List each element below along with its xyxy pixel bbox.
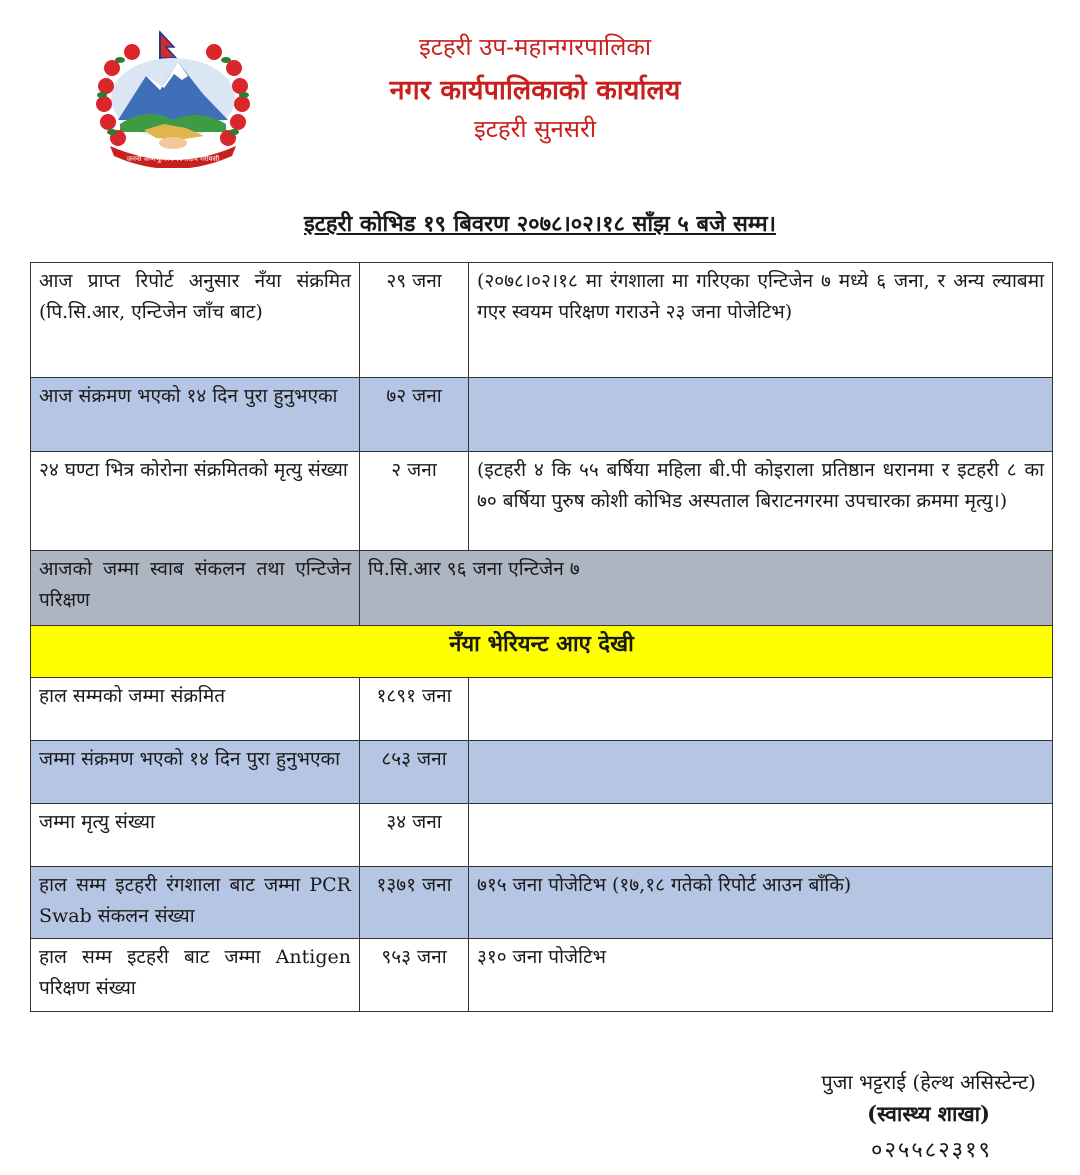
table-row (31, 551, 1053, 626)
row-detail: पि.सि.आर ९६ जना एन्टिजेन ७ (360, 551, 1053, 626)
signatory-department: (स्वास्थ्य शाखा) (867, 1101, 990, 1126)
section-heading-row (31, 626, 1053, 678)
row-count: ९५३ जना (360, 939, 469, 1012)
handshake-icon (159, 137, 187, 149)
row-count: १८९१ जना (360, 678, 469, 741)
row-label: हाल सम्म इटहरी रंगशाला बाट जम्मा PCR Swab संकलन संख्या (31, 867, 360, 939)
row-remark: (इटहरी ४ कि ५५ बर्षिया महिला बी.पी कोइराला प्रतिष्ठान धरानमा र इटहरी ८ का ७० बर्षिया पुरुष कोशी कोभिड अस्पताल बिराटनगरमा उपचारका क्रममा मृत्यु।) (469, 452, 1053, 551)
row-label: जम्मा संक्रमण भएको १४ दिन पुरा हुनुभएका (31, 741, 360, 804)
office-location: इटहरी सुनसरी (473, 115, 597, 143)
row-remark (469, 741, 1053, 804)
row-label: जम्मा मृत्यु संख्या (31, 804, 360, 867)
row-count: ३४ जना (360, 804, 469, 867)
row-label: आजको जम्मा स्वाब संकलन तथा एन्टिजेन परिक्षण (31, 551, 360, 626)
table-row (31, 939, 1053, 1012)
row-remark: ३१० जना पोजेटिभ (469, 939, 1053, 1012)
row-label: २४ घण्टा भित्र कोरोना संक्रमितको मृत्यु संख्या (31, 452, 360, 551)
row-remark (469, 378, 1053, 452)
row-remark (469, 678, 1053, 741)
signatory-name: पुजा भट्टराई (हेल्थ असिस्टेन्ट) (821, 1070, 1036, 1094)
report-title: इटहरी कोभिड १९ बिवरण २०७८।०२।१८ साँझ ५ बजे सम्म। (303, 211, 776, 237)
table-row (31, 741, 1053, 804)
signatory-phone: ०२५५८२३१९ (871, 1138, 992, 1163)
row-count: १३७१ जना (360, 867, 469, 939)
row-label: आज प्राप्त रिपोर्ट अनुसार नँया संक्रमित (पि.सि.आर, एन्टिजेन जाँच बाट) (31, 263, 360, 378)
row-label: हाल सम्म इटहरी बाट जम्मा Antigen परिक्षण संख्या (31, 939, 360, 1012)
motto-text: जननी जन्मभूमिश्च स्वर्गादपि गरीयसी (126, 155, 220, 163)
table-row (31, 378, 1053, 452)
nepal-emblem (78, 28, 268, 168)
table-row (31, 804, 1053, 867)
row-remark (469, 804, 1053, 867)
row-label: हाल सम्मको जम्मा संक्रमित (31, 678, 360, 741)
row-count: ८५३ जना (360, 741, 469, 804)
office-name: इटहरी उप-महानगरपालिका (418, 33, 652, 61)
flag-icon (160, 32, 176, 58)
row-remark: ७१५ जना पोजेटिभ (१७,१८ गतेको रिपोर्ट आउन बाँकि) (469, 867, 1053, 939)
row-count: २ जना (360, 452, 469, 551)
section-heading: नँया भेरियन्ट आए देखी (31, 626, 1053, 678)
office-subtitle: नगर कार्यपालिकाको कार्यालय (389, 75, 681, 106)
table-row (31, 263, 1053, 378)
row-count: २९ जना (360, 263, 469, 378)
covid-report-table (30, 262, 1053, 1012)
row-remark: (२०७८।०२।१८ मा रंगशाला मा गरिएका एन्टिजेन ७ मध्ये ६ जना, र अन्य ल्याबमा गएर स्वयम परिक्षण गराउने २३ जना पोजेटिभ) (469, 263, 1053, 378)
row-count: ७२ जना (360, 378, 469, 452)
table-row (31, 678, 1053, 741)
table-row (31, 867, 1053, 939)
row-label: आज संक्रमण भएको १४ दिन पुरा हुनुभएका (31, 378, 360, 452)
table-row (31, 452, 1053, 551)
